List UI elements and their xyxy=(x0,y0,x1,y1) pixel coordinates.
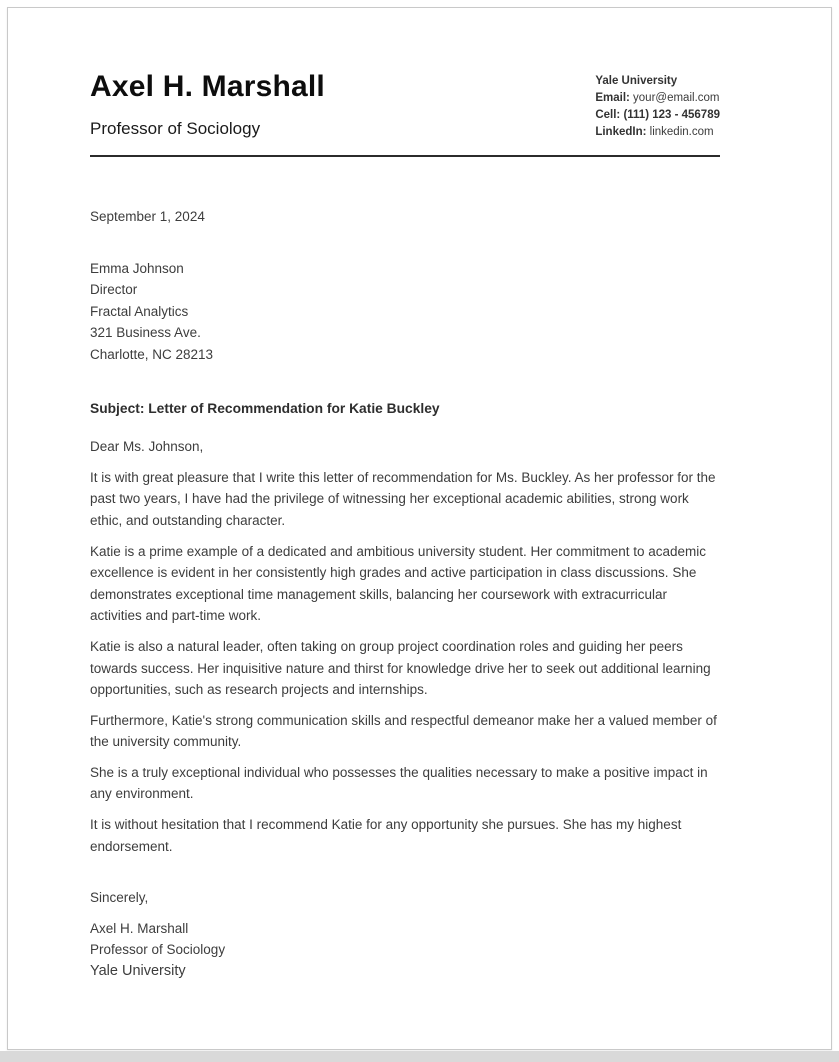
sender-name: Axel H. Marshall xyxy=(90,70,325,103)
closing: Sincerely, xyxy=(90,890,149,906)
paragraph-6: It is without hesitation that I recommend Katie for any opportunity she pursues. She has my highest endorsement. xyxy=(90,817,682,854)
signature-block xyxy=(90,918,720,983)
contact-organization: Yale University xyxy=(595,75,678,87)
paragraph-5: She is a truly exceptional individual who possesses the qualities necessary to make a positive impact in any environment. xyxy=(90,764,708,802)
salutation: Dear Ms. Johnson, xyxy=(90,439,204,455)
page-content xyxy=(90,8,720,983)
contact-block xyxy=(595,73,720,141)
letter-body xyxy=(90,206,720,983)
paragraph-4: Furthermore, Katie's strong communication skills and respectful demeanor make her a valued member of the university community. xyxy=(90,712,717,750)
letterhead xyxy=(90,70,720,141)
recipient-name: Emma Johnson xyxy=(90,260,184,276)
recipient-block xyxy=(90,258,720,366)
signature-name: Axel H. Marshall xyxy=(90,920,189,936)
paragraph-3: Katie is also a natural leader, often taking on group project coordination roles and guiding her peers towards success. Her inquisitive nature and thirst for knowledge drive her to seek out additional learning opportunities, such as research projects and internships. xyxy=(90,638,711,698)
recipient-role: Director xyxy=(90,282,138,298)
recipient-company: Fractal Analytics xyxy=(90,303,189,319)
contact-linkedin: LinkedIn: linkedin.com xyxy=(595,126,714,138)
letter-page xyxy=(7,7,832,1050)
paragraph-1: It is with great pleasure that I write this letter of recommendation for Ms. Buckley. As her professor for the past two years, I have had the privilege of witnessing her exceptional academic abilities, strong work ethic, and outstanding character. xyxy=(90,469,716,528)
sender-title: Professor of Sociology xyxy=(90,119,261,138)
header-divider xyxy=(90,155,720,157)
contact-email: Email: your@email.com xyxy=(595,92,720,104)
subject-line: Subject: Letter of Recommendation for Katie Buckley xyxy=(90,400,440,416)
paragraph-2: Katie is a prime example of a dedicated and ambitious university student. Her commitment to academic excellence is evident in her consistently high grades and active participation in class discussions. She demonstrates exceptional time management skills, balancing her coursework with extracurricular activities and part-time work. xyxy=(90,543,707,624)
page-bottom-gap xyxy=(0,1051,839,1062)
recipient-city: Charlotte, NC 28213 xyxy=(90,346,214,362)
letter-date: September 1, 2024 xyxy=(90,209,205,224)
contact-cell: Cell: (111) 123 - 456789 xyxy=(595,109,720,121)
signature-organization: Yale University xyxy=(90,963,186,980)
signature-title: Professor of Sociology xyxy=(90,942,226,958)
letterhead-left xyxy=(90,70,325,139)
recipient-street: 321 Business Ave. xyxy=(90,325,201,341)
